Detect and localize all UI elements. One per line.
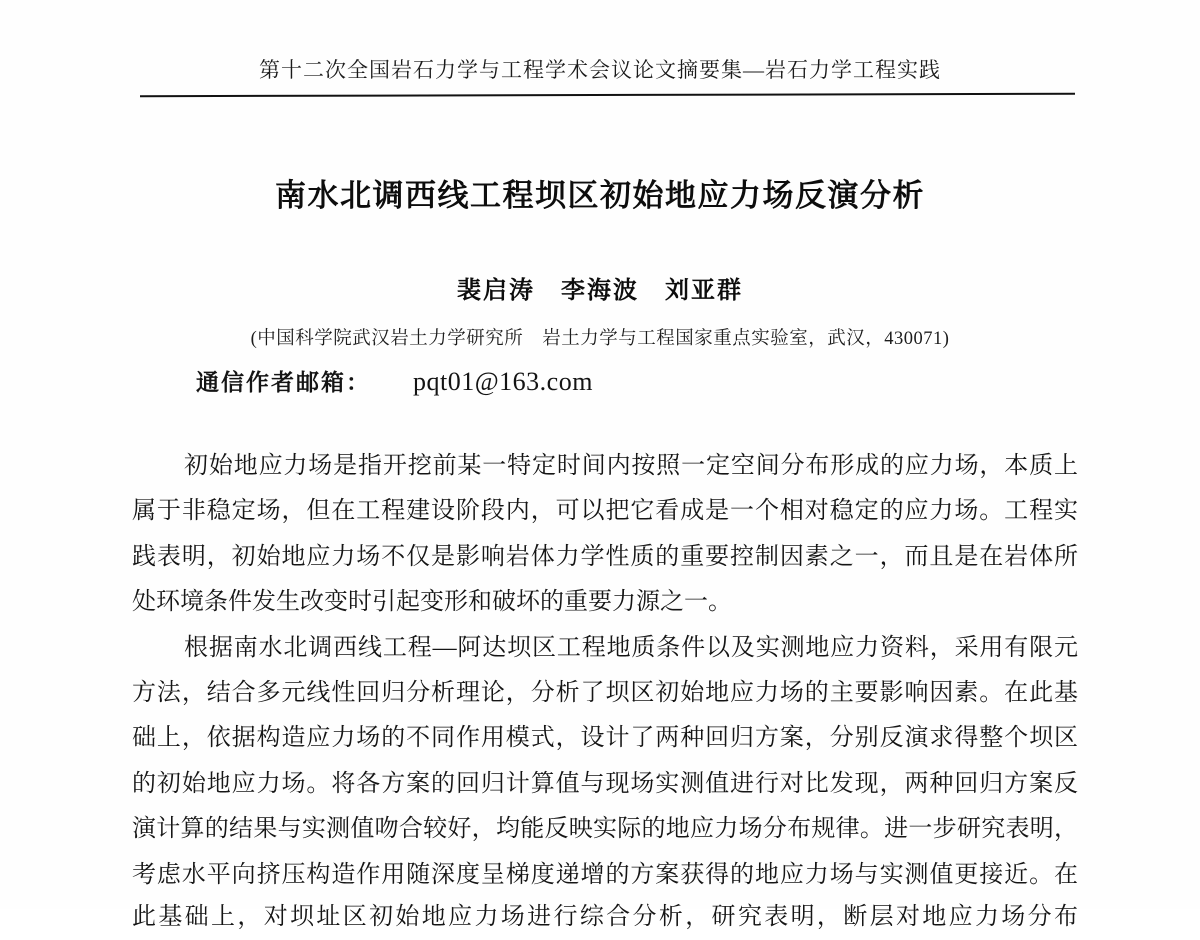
affiliation: (中国科学院武汉岩土力学研究所 岩土力学与工程国家重点实验室，武汉，430071) [250,329,950,349]
body-text-line: 属于非稳定场，但在工程建设阶段内，可以把它看成是一个相对稳定的应力场。工程实 [132,498,1078,525]
body-text-line: 初始地应力场是指开挖前某一特定时间内按照一定空间分布形成的应力场，本质上 [184,453,1078,479]
author-list: 裴启涛 李海波 刘亚群 [457,277,743,304]
abstract-body [132,444,1078,898]
body-text-line: 础上，依据构造应力场的不同作用模式，设计了两种回归方案，分别反演求得整个坝区 [132,725,1078,752]
header-rule [140,93,1075,97]
clipped-bottom-line: 此基础上，对坝址区初始地应力场进行综合分析，研究表明，断层对地应力场分布 [132,904,1078,930]
body-text-line: 根据南水北调西线工程—阿达坝区工程地质条件以及实测地应力资料，采用有限元 [184,634,1078,661]
body-text-line: 方法，结合多元线性回归分析理论，分析了坝区初始地应力场的主要影响因素。在此基 [132,680,1078,707]
running-head: 第十二次全国岩石力学与工程学术会议论文摘要集—岩石力学工程实践 [259,58,941,82]
body-text-line: 演计算的结果与实测值吻合较好，均能反映实际的地应力场分布规律。进一步研究表明， [132,816,1078,843]
body-text-line: 践表明，初始地应力场不仅是影响岩体力学性质的重要控制因素之一，而且是在岩体所 [132,543,1078,570]
body-text-line: 的初始地应力场。将各方案的回归计算值与现场实测值进行对比发现，两种回归方案反 [132,770,1078,797]
correspondence-label: 通信作者邮箱： [196,370,371,395]
correspondence-email: pqt01@163.com [413,367,593,396]
paper-title: 南水北调西线工程坝区初始地应力场反演分析 [275,178,925,213]
body-text-line: 处环境条件发生改变时引起变形和破坏的重要力源之一。 [132,589,732,616]
body-text-line: 考虑水平向挤压构造作用随深度呈梯度递增的方案获得的地应力场与实测值更接近。在 [132,861,1078,888]
correspondence-line [196,364,593,397]
